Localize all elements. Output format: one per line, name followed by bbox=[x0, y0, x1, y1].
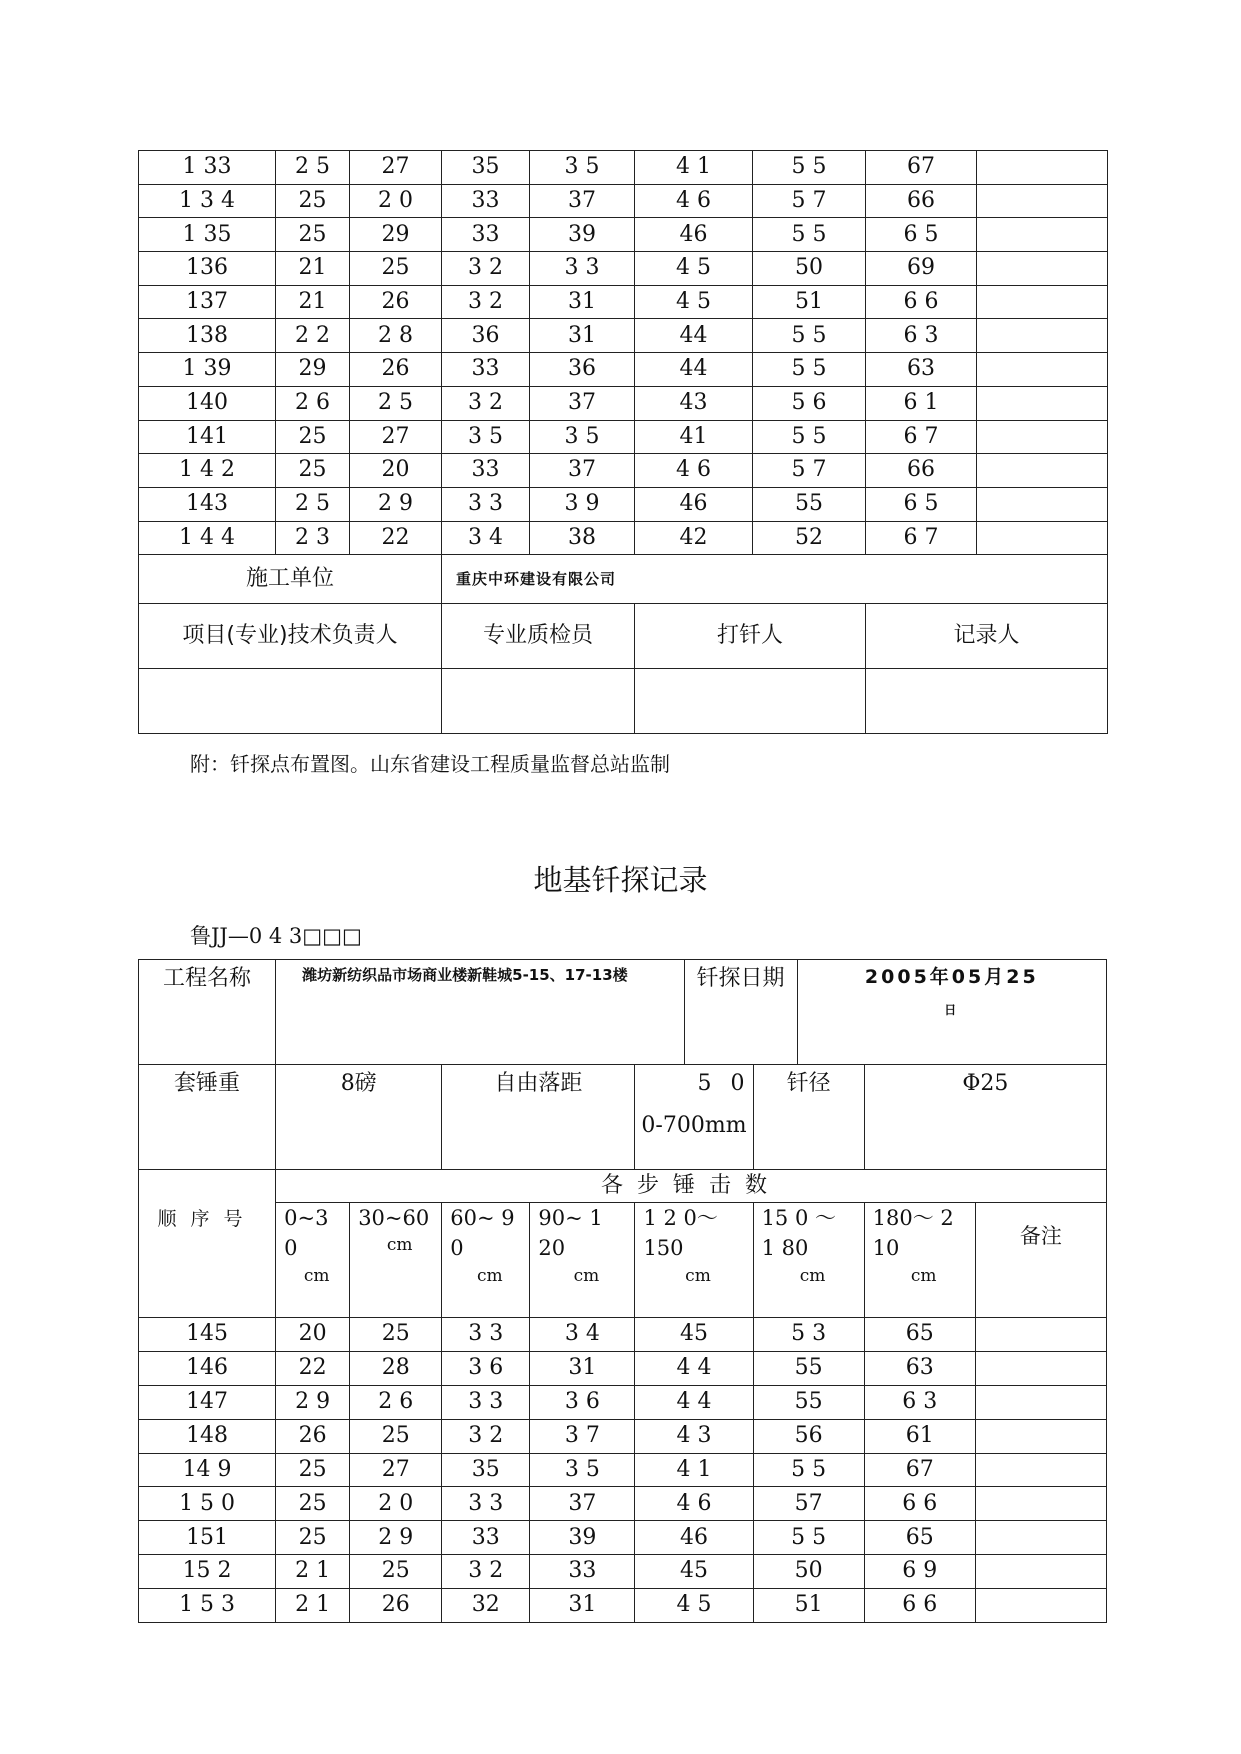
table-cell: 37 bbox=[530, 454, 635, 488]
table-cell: 4 5 bbox=[635, 252, 753, 286]
table-cell: 22 bbox=[276, 1351, 350, 1385]
probe-record-table bbox=[138, 959, 1107, 1623]
table-cell: 3 3 bbox=[442, 1385, 530, 1419]
table-cell: 5 5 bbox=[753, 1453, 864, 1487]
table-cell: 6 6 bbox=[864, 1589, 975, 1623]
column-header-line: 30~60 bbox=[358, 1206, 430, 1230]
table-cell: 37 bbox=[530, 1487, 635, 1521]
signature-cell bbox=[442, 669, 635, 734]
table-cell: 21 bbox=[276, 252, 350, 286]
table-cell: 25 bbox=[276, 1453, 350, 1487]
rod-value: Φ25 bbox=[864, 1065, 1106, 1170]
table-cell bbox=[977, 353, 1108, 387]
table-cell: 4 6 bbox=[635, 454, 753, 488]
table-cell: 20 bbox=[276, 1318, 350, 1352]
project-label: 工程名称 bbox=[139, 960, 276, 1065]
table-cell: 6 6 bbox=[864, 1487, 975, 1521]
table-cell: 3 9 bbox=[530, 487, 635, 521]
table-cell: 56 bbox=[753, 1419, 864, 1453]
table-row bbox=[139, 1521, 1107, 1555]
table-cell: 39 bbox=[530, 218, 635, 252]
table-cell: 63 bbox=[866, 353, 977, 387]
table-cell: 6 3 bbox=[866, 319, 977, 353]
table-cell bbox=[975, 1555, 1106, 1589]
table-cell: 2 9 bbox=[276, 1385, 350, 1419]
table-cell: 4 5 bbox=[635, 285, 753, 319]
table-cell: 1 3 4 bbox=[139, 184, 276, 218]
table-cell: 44 bbox=[635, 319, 753, 353]
table-cell bbox=[977, 386, 1108, 420]
table-cell: 5 3 bbox=[753, 1318, 864, 1352]
table-cell: 25 bbox=[350, 1419, 442, 1453]
date-suffix: 日 bbox=[944, 1002, 960, 1017]
steps-row bbox=[139, 1170, 1107, 1203]
table-cell: 21 bbox=[276, 285, 350, 319]
column-header-line: cm bbox=[476, 1265, 503, 1286]
table-cell bbox=[977, 184, 1108, 218]
column-header-line: 0~3 bbox=[284, 1206, 329, 1230]
column-header-line: 20 bbox=[538, 1236, 566, 1261]
table-cell: 46 bbox=[635, 487, 753, 521]
table-cell: 31 bbox=[530, 319, 635, 353]
seq-label: 顺序号 bbox=[139, 1170, 276, 1318]
footnote-supervisor: 山东省建设工程质量监督总站监制 bbox=[370, 752, 670, 776]
table-cell: 27 bbox=[350, 151, 442, 185]
drop-cell bbox=[635, 1065, 753, 1170]
table-cell: 41 bbox=[635, 420, 753, 454]
table-cell: 43 bbox=[635, 386, 753, 420]
column-header-line: cm bbox=[910, 1265, 937, 1286]
table-cell bbox=[975, 1351, 1106, 1385]
table-cell: 33 bbox=[442, 454, 530, 488]
table-cell: 5 6 bbox=[753, 386, 866, 420]
column-header-line: 150 bbox=[643, 1236, 684, 1261]
table-cell: 44 bbox=[635, 353, 753, 387]
table-cell: 3 3 bbox=[442, 1318, 530, 1352]
table-row bbox=[139, 1555, 1107, 1589]
signature-cell bbox=[635, 669, 866, 734]
table-cell: 3 3 bbox=[530, 252, 635, 286]
table-cell: 20 bbox=[350, 454, 442, 488]
table-row bbox=[139, 285, 1108, 319]
table-cell: 1 35 bbox=[139, 218, 276, 252]
table-row bbox=[139, 1419, 1107, 1453]
table-cell: 2 1 bbox=[276, 1555, 350, 1589]
table-cell: 1 5 0 bbox=[139, 1487, 276, 1521]
table-cell bbox=[977, 151, 1108, 185]
table-cell bbox=[975, 1589, 1106, 1623]
table-cell: 50 bbox=[753, 252, 866, 286]
table-cell: 1 5 3 bbox=[139, 1589, 276, 1623]
table-cell: 45 bbox=[635, 1318, 753, 1352]
column-header-line: cm bbox=[799, 1265, 826, 1286]
table-cell: 4 4 bbox=[635, 1385, 753, 1419]
table-cell: 6 3 bbox=[864, 1385, 975, 1419]
table-cell: 2 9 bbox=[350, 487, 442, 521]
table-cell: 32 bbox=[442, 1589, 530, 1623]
table-cell: 1 39 bbox=[139, 353, 276, 387]
table-cell: 5 5 bbox=[753, 151, 866, 185]
table-cell: 3 3 bbox=[442, 487, 530, 521]
table-cell: 27 bbox=[350, 1453, 442, 1487]
table-cell: 3 7 bbox=[530, 1419, 635, 1453]
table-cell: 2 1 bbox=[276, 1589, 350, 1623]
table-cell: 63 bbox=[864, 1351, 975, 1385]
table-row bbox=[139, 420, 1108, 454]
table-cell: 146 bbox=[139, 1351, 276, 1385]
table-cell: 6 7 bbox=[866, 521, 977, 555]
table-cell: 28 bbox=[350, 1351, 442, 1385]
table-cell: 37 bbox=[530, 386, 635, 420]
table-row bbox=[139, 1487, 1107, 1521]
table-cell bbox=[977, 521, 1108, 555]
page-title: 地基钎探记录 bbox=[533, 863, 708, 897]
table-cell: 33 bbox=[442, 1521, 530, 1555]
column-header-line: 0 bbox=[450, 1236, 464, 1261]
hammer-label: 套锤重 bbox=[139, 1065, 276, 1170]
table-cell: 143 bbox=[139, 487, 276, 521]
table-cell bbox=[975, 1453, 1106, 1487]
table-cell: 4 3 bbox=[635, 1419, 753, 1453]
unit-value: 重庆中环建设有限公司 bbox=[442, 555, 1108, 604]
table-cell: 25 bbox=[350, 1555, 442, 1589]
table-cell: 33 bbox=[442, 353, 530, 387]
column-header-line: 1 80 bbox=[761, 1236, 809, 1261]
table-cell: 36 bbox=[442, 319, 530, 353]
table-cell: 140 bbox=[139, 386, 276, 420]
table-cell: 141 bbox=[139, 420, 276, 454]
column-header-line: 0 bbox=[284, 1236, 298, 1261]
column-header-row bbox=[139, 1203, 1107, 1318]
table-cell: 137 bbox=[139, 285, 276, 319]
table-cell: 6 1 bbox=[866, 386, 977, 420]
table-cell bbox=[977, 252, 1108, 286]
table-cell: 5 5 bbox=[753, 420, 866, 454]
probe-record-table-continued bbox=[138, 150, 1108, 734]
table-row bbox=[139, 151, 1108, 185]
table-row bbox=[139, 319, 1108, 353]
table-cell: 26 bbox=[350, 1589, 442, 1623]
table-cell: 65 bbox=[864, 1318, 975, 1352]
table-cell: 1 4 2 bbox=[139, 454, 276, 488]
table-row bbox=[139, 521, 1108, 555]
table-cell: 151 bbox=[139, 1521, 276, 1555]
table-cell: 6 6 bbox=[866, 285, 977, 319]
table-cell: 33 bbox=[442, 184, 530, 218]
column-header-line: 15 0 ～ bbox=[761, 1206, 836, 1230]
table-cell: 4 1 bbox=[635, 1453, 753, 1487]
table-cell: 3 3 bbox=[442, 1487, 530, 1521]
table-cell: 33 bbox=[530, 1555, 635, 1589]
table-cell: 2 6 bbox=[276, 386, 350, 420]
role-recorder: 记录人 bbox=[866, 604, 1108, 669]
column-header bbox=[442, 1203, 530, 1318]
table-row bbox=[139, 1318, 1107, 1352]
table-row bbox=[139, 184, 1108, 218]
table-cell: 25 bbox=[276, 1521, 350, 1555]
column-header bbox=[530, 1203, 635, 1318]
table-cell: 3 5 bbox=[530, 151, 635, 185]
table-cell: 5 7 bbox=[753, 454, 866, 488]
table-row bbox=[139, 1385, 1107, 1419]
table-cell: 69 bbox=[866, 252, 977, 286]
table-cell: 3 2 bbox=[442, 1555, 530, 1589]
table-cell: 6 7 bbox=[866, 420, 977, 454]
table-cell: 31 bbox=[530, 1351, 635, 1385]
date-value: 2005年05月25 bbox=[864, 966, 1039, 988]
table-cell: 55 bbox=[753, 487, 866, 521]
table-cell: 61 bbox=[864, 1419, 975, 1453]
table-cell: 6 5 bbox=[866, 487, 977, 521]
table-cell: 42 bbox=[635, 521, 753, 555]
drop-value-2: 0-700mm bbox=[641, 1113, 747, 1139]
unit-label: 施工单位 bbox=[139, 555, 442, 604]
column-header bbox=[350, 1203, 442, 1318]
table-cell: 4 1 bbox=[635, 151, 753, 185]
project-row bbox=[139, 960, 1107, 1065]
table-cell: 147 bbox=[139, 1385, 276, 1419]
table-cell: 2 0 bbox=[350, 1487, 442, 1521]
column-header bbox=[276, 1203, 350, 1318]
table-cell: 138 bbox=[139, 319, 276, 353]
table-cell bbox=[975, 1318, 1106, 1352]
table-cell: 3 6 bbox=[530, 1385, 635, 1419]
date-label: 钎探日期 bbox=[684, 960, 797, 1065]
table-cell: 3 5 bbox=[530, 420, 635, 454]
table-cell: 26 bbox=[350, 285, 442, 319]
table-cell: 6 5 bbox=[866, 218, 977, 252]
table-row bbox=[139, 218, 1108, 252]
table-cell: 36 bbox=[530, 353, 635, 387]
table-cell: 25 bbox=[350, 252, 442, 286]
column-header bbox=[635, 1203, 753, 1318]
table-cell: 45 bbox=[635, 1555, 753, 1589]
column-header-line: 90~ 1 bbox=[538, 1206, 603, 1230]
table-cell: 55 bbox=[753, 1385, 864, 1419]
table-cell bbox=[977, 285, 1108, 319]
footnote bbox=[190, 748, 670, 777]
drop-label: 自由落距 bbox=[442, 1065, 635, 1170]
table-cell bbox=[977, 420, 1108, 454]
column-header-line: 1 2 0～ bbox=[643, 1206, 718, 1230]
table-cell: 5 5 bbox=[753, 1521, 864, 1555]
table-cell: 57 bbox=[753, 1487, 864, 1521]
table-cell: 26 bbox=[350, 353, 442, 387]
table-cell: 2 0 bbox=[350, 184, 442, 218]
table-cell: 37 bbox=[530, 184, 635, 218]
table-cell: 3 5 bbox=[442, 420, 530, 454]
table-cell: 29 bbox=[350, 218, 442, 252]
table-cell: 3 2 bbox=[442, 252, 530, 286]
footnote-attachment: 附：钎探点布置图。 bbox=[190, 752, 370, 776]
table-cell: 25 bbox=[276, 218, 350, 252]
table-cell: 38 bbox=[530, 521, 635, 555]
table-row bbox=[139, 386, 1108, 420]
role-tech-lead: 项目(专业)技术负责人 bbox=[139, 604, 442, 669]
table-cell: 67 bbox=[866, 151, 977, 185]
date-cell bbox=[797, 960, 1106, 1065]
table-cell: 2 5 bbox=[276, 487, 350, 521]
column-header-line: cm bbox=[386, 1235, 413, 1256]
table-cell: 1 33 bbox=[139, 151, 276, 185]
table-cell: 3 4 bbox=[442, 521, 530, 555]
project-value: 潍坊新纺织品市场商业楼新鞋城5-15、17-13楼 bbox=[276, 960, 684, 1065]
table-cell: 25 bbox=[276, 454, 350, 488]
table-cell: 4 5 bbox=[635, 1589, 753, 1623]
table-row bbox=[139, 1589, 1107, 1623]
column-header-line: cm bbox=[303, 1265, 330, 1286]
table-cell: 55 bbox=[753, 1351, 864, 1385]
remark-label: 备注 bbox=[975, 1203, 1106, 1318]
table-cell: 2 9 bbox=[350, 1521, 442, 1555]
table-cell: 52 bbox=[753, 521, 866, 555]
table-cell: 1 4 4 bbox=[139, 521, 276, 555]
table-cell: 5 5 bbox=[753, 218, 866, 252]
role-inspector: 专业质检员 bbox=[442, 604, 635, 669]
table-cell bbox=[977, 454, 1108, 488]
table-cell: 2 5 bbox=[276, 151, 350, 185]
table-cell: 145 bbox=[139, 1318, 276, 1352]
table-cell: 22 bbox=[350, 521, 442, 555]
table-cell bbox=[977, 319, 1108, 353]
table-cell: 65 bbox=[864, 1521, 975, 1555]
table-cell: 4 4 bbox=[635, 1351, 753, 1385]
table-row bbox=[139, 454, 1108, 488]
table-cell bbox=[975, 1521, 1106, 1555]
column-header-line: 60~ 9 bbox=[450, 1206, 515, 1230]
table-cell: 27 bbox=[350, 420, 442, 454]
table-cell: 6 9 bbox=[864, 1555, 975, 1589]
column-header bbox=[864, 1203, 975, 1318]
unit-row bbox=[139, 555, 1108, 604]
table-cell: 3 5 bbox=[530, 1453, 635, 1487]
table-cell: 3 6 bbox=[442, 1351, 530, 1385]
table-row bbox=[139, 1351, 1107, 1385]
table-cell: 46 bbox=[635, 1521, 753, 1555]
table-cell: 31 bbox=[530, 285, 635, 319]
column-header-line: 180～ 2 bbox=[872, 1206, 954, 1230]
form-code: 鲁JJ—0 4 3□□□ bbox=[190, 924, 362, 948]
table-row bbox=[139, 252, 1108, 286]
table-cell: 67 bbox=[864, 1453, 975, 1487]
table-cell bbox=[975, 1419, 1106, 1453]
table-cell: 4 6 bbox=[635, 1487, 753, 1521]
table-cell: 2 2 bbox=[276, 319, 350, 353]
table-cell: 29 bbox=[276, 353, 350, 387]
table-cell: 66 bbox=[866, 454, 977, 488]
table-cell: 25 bbox=[276, 1487, 350, 1521]
table-cell: 25 bbox=[350, 1318, 442, 1352]
table-row bbox=[139, 1453, 1107, 1487]
table-cell: 25 bbox=[276, 420, 350, 454]
table-cell: 3 2 bbox=[442, 1419, 530, 1453]
table-cell: 3 2 bbox=[442, 285, 530, 319]
table-cell: 35 bbox=[442, 151, 530, 185]
table-cell: 5 5 bbox=[753, 319, 866, 353]
rod-label: 钎径 bbox=[753, 1065, 864, 1170]
table-cell: 15 2 bbox=[139, 1555, 276, 1589]
table-cell: 3 2 bbox=[442, 386, 530, 420]
signature-row bbox=[139, 669, 1108, 734]
hammer-value: 8磅 bbox=[276, 1065, 442, 1170]
table-cell: 2 8 bbox=[350, 319, 442, 353]
table-cell: 50 bbox=[753, 1555, 864, 1589]
drop-value-1: 5 0 bbox=[697, 1071, 751, 1096]
table-cell: 2 3 bbox=[276, 521, 350, 555]
table-cell bbox=[977, 487, 1108, 521]
table-cell: 33 bbox=[442, 218, 530, 252]
table-cell: 2 6 bbox=[350, 1385, 442, 1419]
hammer-row bbox=[139, 1065, 1107, 1170]
table-cell bbox=[977, 218, 1108, 252]
table-cell: 5 5 bbox=[753, 353, 866, 387]
role-prober: 打钎人 bbox=[635, 604, 866, 669]
table-cell: 51 bbox=[753, 285, 866, 319]
table-cell: 46 bbox=[635, 218, 753, 252]
table-cell: 136 bbox=[139, 252, 276, 286]
table-cell bbox=[975, 1487, 1106, 1521]
table-cell: 39 bbox=[530, 1521, 635, 1555]
table-cell: 26 bbox=[276, 1419, 350, 1453]
signature-cell bbox=[866, 669, 1108, 734]
table-row bbox=[139, 487, 1108, 521]
table-cell: 4 6 bbox=[635, 184, 753, 218]
table-cell: 25 bbox=[276, 184, 350, 218]
role-row bbox=[139, 604, 1108, 669]
table-row bbox=[139, 353, 1108, 387]
steps-label: 各步锤击数 bbox=[276, 1170, 1107, 1203]
table-cell: 148 bbox=[139, 1419, 276, 1453]
table-cell: 2 5 bbox=[350, 386, 442, 420]
table-cell: 3 4 bbox=[530, 1318, 635, 1352]
table-cell: 14 9 bbox=[139, 1453, 276, 1487]
table-cell: 51 bbox=[753, 1589, 864, 1623]
table-cell: 5 7 bbox=[753, 184, 866, 218]
column-header-line: cm bbox=[573, 1265, 600, 1286]
table-cell: 35 bbox=[442, 1453, 530, 1487]
table-cell bbox=[975, 1385, 1106, 1419]
table-cell: 66 bbox=[866, 184, 977, 218]
column-header-line: cm bbox=[685, 1265, 711, 1286]
column-header-line: 10 bbox=[872, 1236, 900, 1261]
column-header bbox=[753, 1203, 864, 1318]
table-cell: 31 bbox=[530, 1589, 635, 1623]
signature-cell bbox=[139, 669, 442, 734]
